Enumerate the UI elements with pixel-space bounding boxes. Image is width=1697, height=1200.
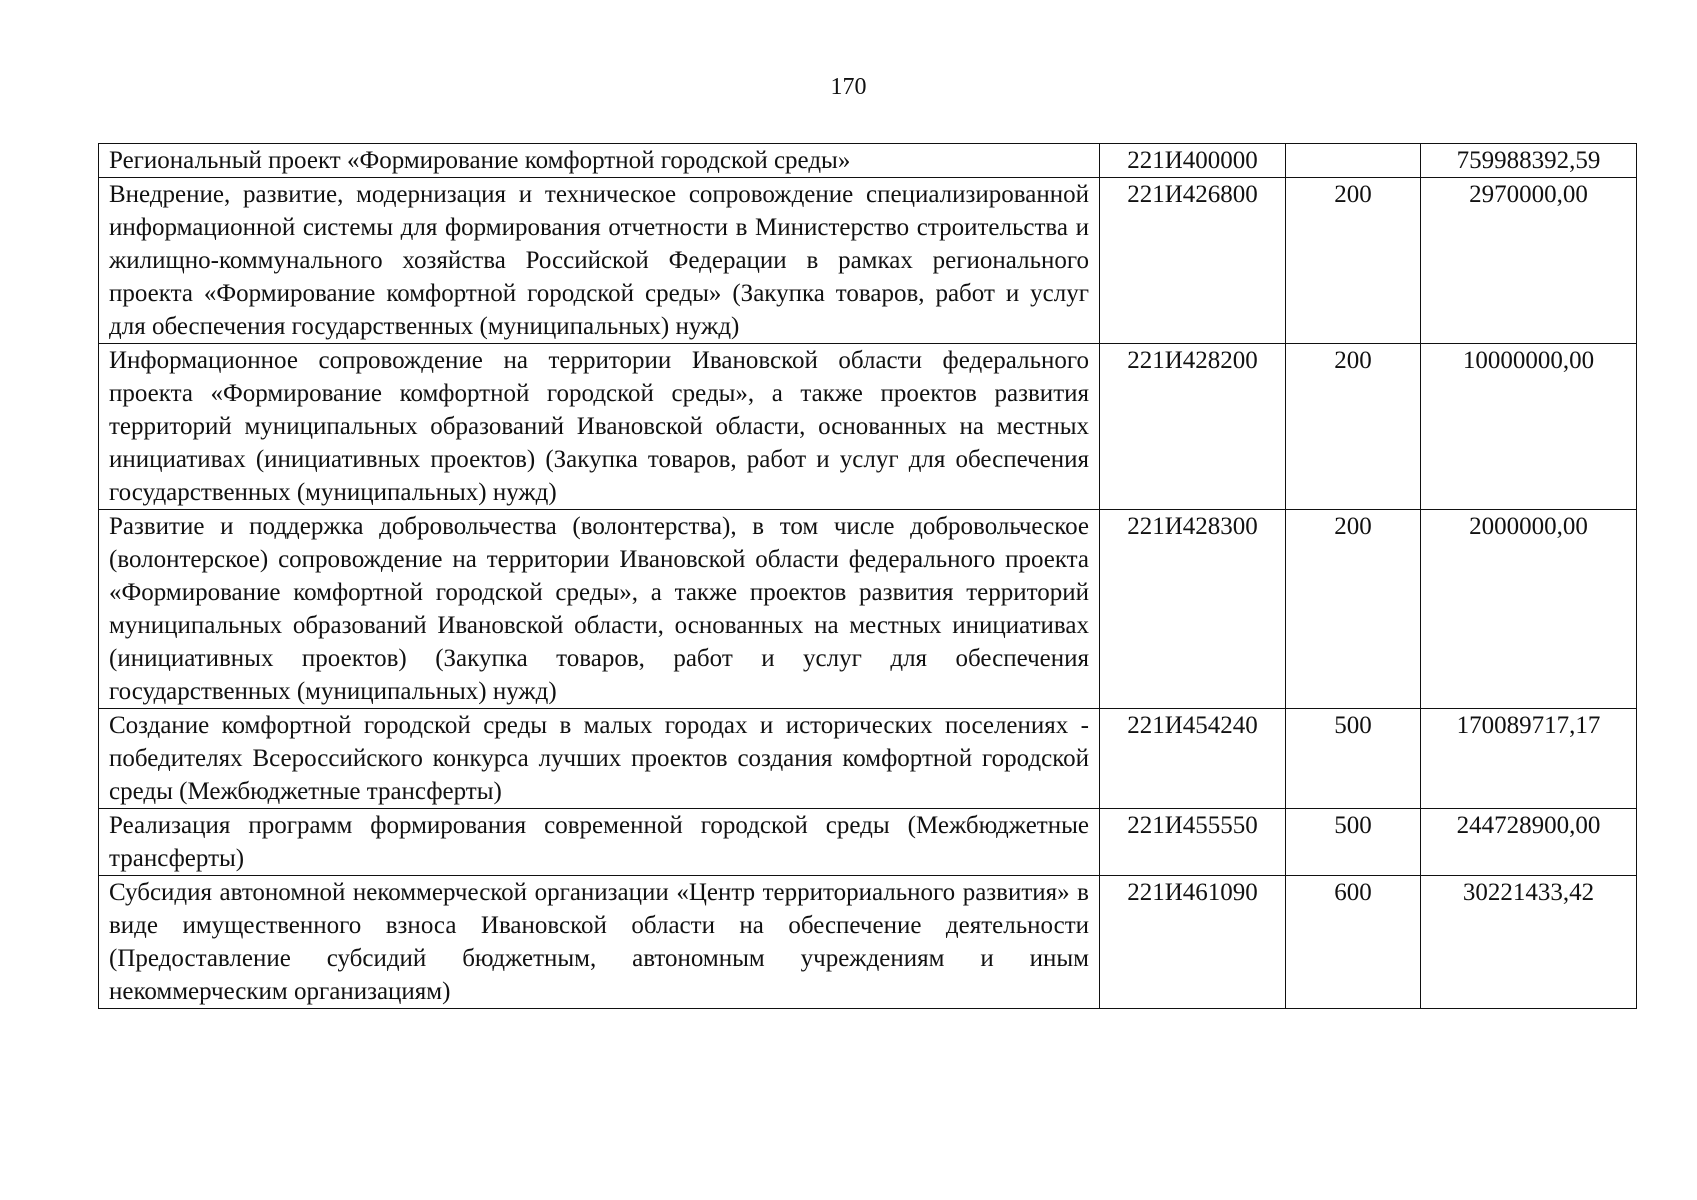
table-row — [99, 709, 1637, 809]
row-expense-type: 200 — [1286, 178, 1421, 344]
row-target-code: 221И461090 — [1100, 876, 1286, 1009]
row-target-code: 221И428200 — [1100, 344, 1286, 510]
row-amount: 2000000,00 — [1421, 510, 1637, 709]
row-amount: 30221433,42 — [1421, 876, 1637, 1009]
page-number: 170 — [830, 74, 867, 100]
table-row — [99, 344, 1637, 510]
row-name: Субсидия автономной некоммерческой организации «Центр территориального развития» в виде имущественного взноса Ивановской области на обеспечение деятельности (Предоставление субсидий бюджетным, автономным учреждениям и иным некоммерческим организациям) — [99, 876, 1100, 1009]
row-target-code: 221И428300 — [1100, 510, 1286, 709]
row-name: Информационное сопровождение на территории Ивановской области федерального проекта «Формирование комфортной городской среды», а также проектов развития территорий муниципальных образований Ивановской области, основанных на местных инициативах (инициативных проектов) (Закупка товаров, работ и услуг для обеспечения государственных (муниципальных) нужд) — [99, 344, 1100, 510]
row-expense-type — [1286, 144, 1421, 178]
row-amount: 170089717,17 — [1421, 709, 1637, 809]
row-amount: 244728900,00 — [1421, 809, 1637, 876]
row-amount: 10000000,00 — [1421, 344, 1637, 510]
row-name: Реализация программ формирования современной городской среды (Межбюджетные трансферты) — [99, 809, 1100, 876]
table-row — [99, 510, 1637, 709]
row-target-code: 221И426800 — [1100, 178, 1286, 344]
table-row — [99, 144, 1637, 178]
row-target-code: 221И454240 — [1100, 709, 1286, 809]
row-amount: 2970000,00 — [1421, 178, 1637, 344]
row-target-code: 221И455550 — [1100, 809, 1286, 876]
budget-table — [98, 143, 1637, 1009]
row-amount: 759988392,59 — [1421, 144, 1637, 178]
table-row — [99, 876, 1637, 1009]
table-row — [99, 178, 1637, 344]
row-expense-type: 200 — [1286, 344, 1421, 510]
row-name: Создание комфортной городской среды в малых городах и исторических поселениях - победителях Всероссийского конкурса лучших проектов создания комфортной городской среды (Межбюджетные трансферты) — [99, 709, 1100, 809]
row-name: Региональный проект «Формирование комфортной городской среды» — [99, 144, 1100, 178]
row-expense-type: 200 — [1286, 510, 1421, 709]
row-name: Внедрение, развитие, модернизация и техническое сопровождение специализированной информационной системы для формирования отчетности в Министерство строительства и жилищно-коммунального хозяйства Российской Федерации в рамках регионального проекта «Формирование комфортной городской среды» (Закупка товаров, работ и услуг для обеспечения государственных (муниципальных) нужд) — [99, 178, 1100, 344]
row-expense-type: 600 — [1286, 876, 1421, 1009]
row-target-code: 221И400000 — [1100, 144, 1286, 178]
row-expense-type: 500 — [1286, 709, 1421, 809]
row-expense-type: 500 — [1286, 809, 1421, 876]
table-row — [99, 809, 1637, 876]
row-name: Развитие и поддержка добровольчества (волонтерства), в том числе добровольческое (волонтерское) сопровождение на территории Ивановской области федерального проекта «Формирование комфортной городской среды», а также проектов развития территорий муниципальных образований Ивановской области, основанных на местных инициативах (инициативных проектов) (Закупка товаров, работ и услуг для обеспечения государственных (муниципальных) нужд) — [99, 510, 1100, 709]
